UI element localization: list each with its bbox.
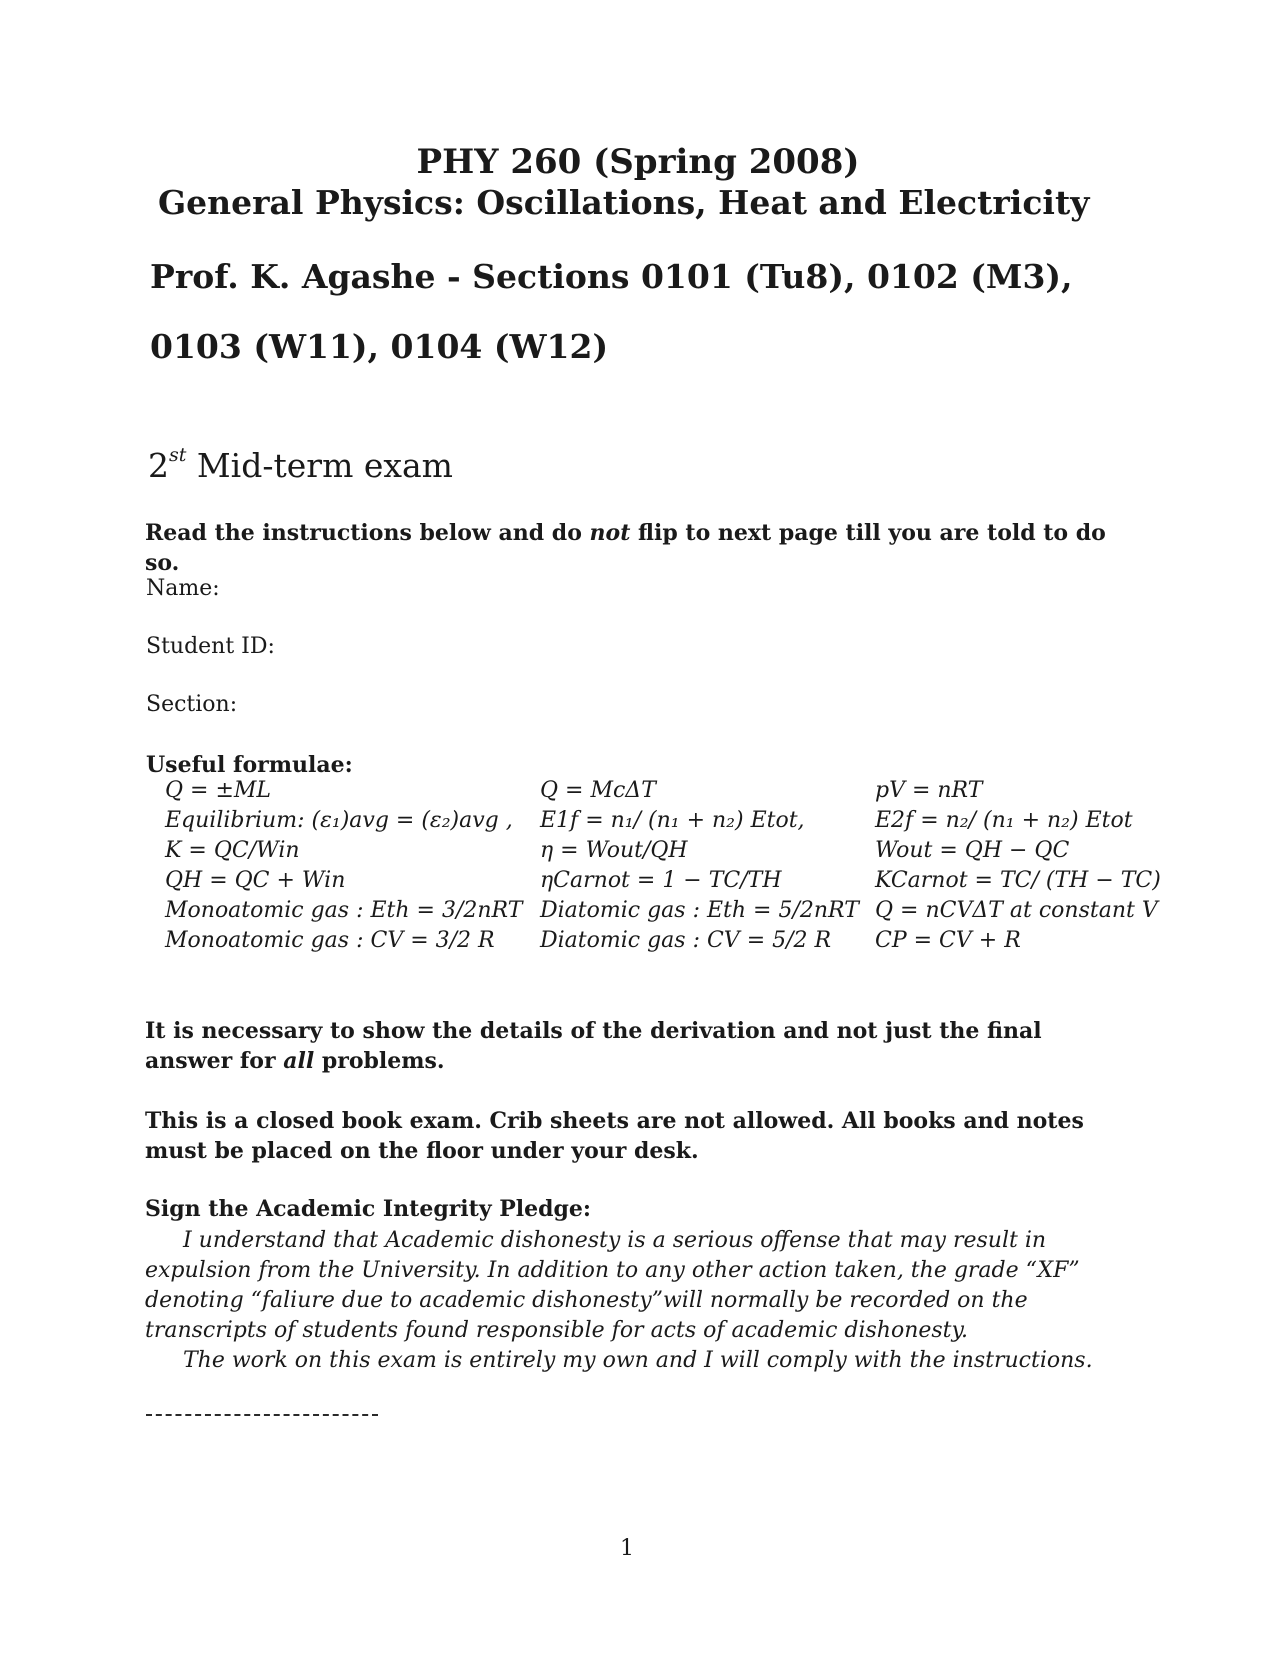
formula-cell: Monoatomic gas : CV = 3/2 R — [165, 928, 495, 953]
derivation-note-end: problems. — [314, 1048, 445, 1074]
name-label: Name: — [146, 576, 220, 601]
exam-heading — [148, 446, 453, 485]
exam-title: Mid-term exam — [196, 446, 453, 485]
instructions-text-end: flip to next page till you are told to do so. — [145, 520, 1106, 576]
exam-number: 2 — [148, 446, 169, 485]
formula-row — [165, 866, 1185, 896]
exam-number-suffix: st — [169, 444, 187, 466]
instructions-emphasis: not — [589, 520, 631, 546]
formula-row — [165, 836, 1185, 866]
formulae-title: Useful formulae: — [146, 752, 353, 778]
formula-row — [165, 926, 1185, 956]
formula-cell: CP = CV + R — [875, 928, 1021, 953]
pledge-text — [145, 1226, 1135, 1376]
formula-cell: Equilibrium: (ε₁)avg = (ε₂)avg , — [165, 808, 513, 833]
formula-cell: pV = nRT — [875, 778, 983, 803]
formula-cell: ηCarnot = 1 − TC/TH — [540, 868, 782, 893]
formula-cell: K = QC/Win — [165, 838, 300, 863]
formula-cell: η = Wout/QH — [540, 838, 688, 863]
formula-cell: Diatomic gas : Eth = 5/2nRT — [540, 898, 859, 923]
formula-cell: Q = McΔT — [540, 778, 656, 803]
formula-cell: QH = QC + Win — [165, 868, 346, 893]
course-title: PHY 260 (Spring 2008) — [416, 142, 860, 182]
formula-row — [165, 896, 1185, 926]
course-subtitle: General Physics: Oscillations, Heat and Electricity — [158, 183, 1090, 222]
section-label: Section: — [146, 692, 238, 717]
formulae-table — [165, 776, 1185, 956]
formula-row — [165, 776, 1185, 806]
formula-cell: KCarnot = TC/ (TH − TC) — [875, 868, 1161, 893]
professor-sections: Prof. K. Agashe - Sections 0101 (Tu8), 0102 (M3), 0103 (W11), 0104 (W12) — [150, 257, 1073, 366]
page-number: 1 — [620, 1536, 634, 1561]
formula-cell: Diatomic gas : CV = 5/2 R — [540, 928, 832, 953]
derivation-note-start: It is necessary to show the details of the derivation and not just the final answer for — [145, 1018, 1042, 1074]
flip-instructions — [145, 518, 1135, 578]
derivation-note — [145, 1016, 1135, 1076]
closed-book-note: This is a closed book exam. Crib sheets are not allowed. All books and notes must be placed on the floor under your desk. — [145, 1108, 1084, 1164]
formula-cell: Q = ±ML — [165, 778, 272, 803]
pledge-paragraph: The work on this exam is entirely my own and I will comply with the instructions. — [183, 1348, 1093, 1373]
signature-line[interactable] — [146, 1414, 378, 1416]
formula-cell: E2f = n₂/ (n₁ + n₂) Etot — [875, 808, 1133, 833]
pledge-paragraph: I understand that Academic dishonesty is a serious offense that may result in expulsion from the University. In addition to any other action taken, the grade “XF” denoting “faliure due to academic dishonesty”will normally be recorded on the transcripts of students found responsible for acts of academic dishonesty. — [145, 1228, 1080, 1343]
formula-cell: Q = nCVΔT at constant V — [875, 898, 1158, 923]
derivation-note-emphasis: all — [283, 1048, 315, 1074]
formula-row — [165, 806, 1185, 836]
student-id-label: Student ID: — [146, 634, 275, 659]
formula-cell: Wout = QH − QC — [875, 838, 1070, 863]
formula-cell: E1f = n₁/ (n₁ + n₂) Etot, — [540, 808, 805, 833]
formula-cell: Monoatomic gas : Eth = 3/2nRT — [165, 898, 523, 923]
title-block — [158, 142, 1118, 224]
instructions-text-start: Read the instructions below and do — [145, 520, 590, 546]
pledge-title: Sign the Academic Integrity Pledge: — [145, 1196, 592, 1222]
